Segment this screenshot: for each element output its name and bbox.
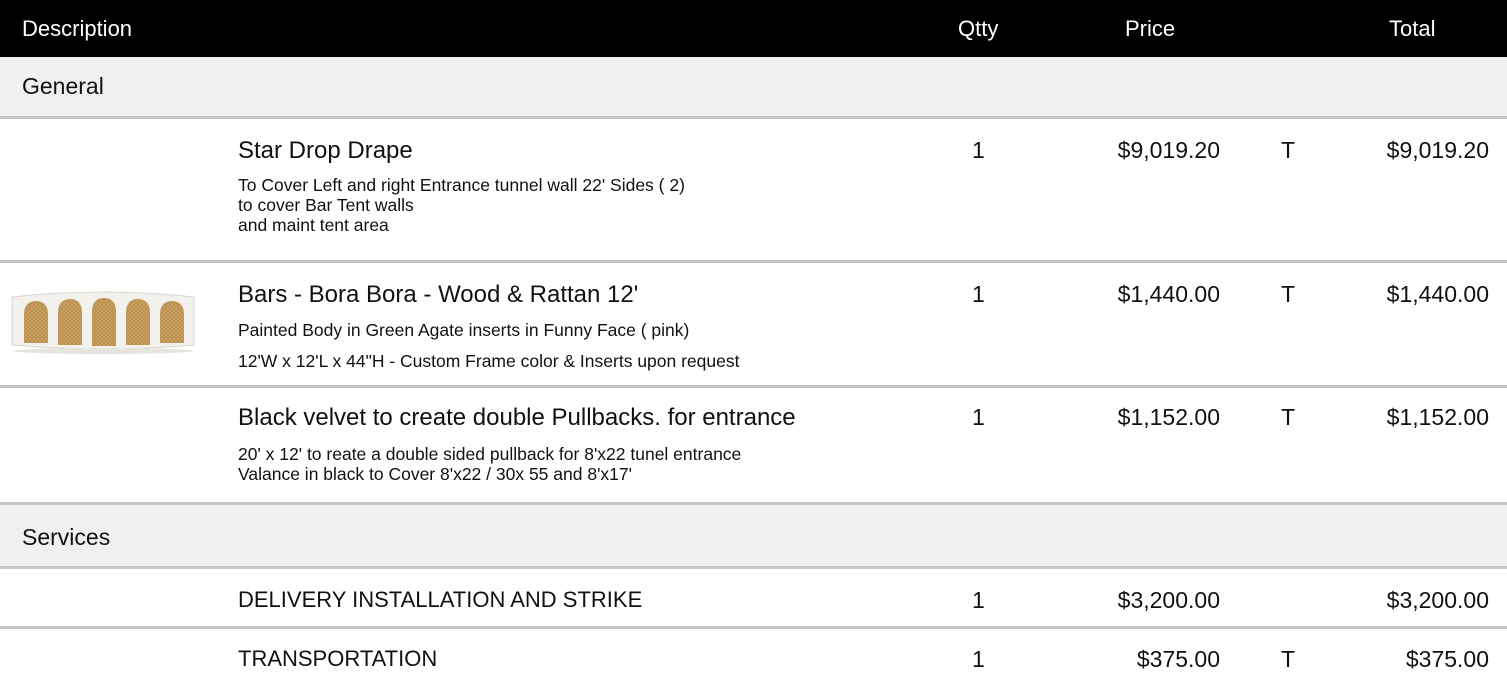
item-qty: 1 bbox=[972, 281, 985, 307]
item-tax-flag: T bbox=[1281, 646, 1296, 672]
item-tax-flag: T bbox=[1281, 404, 1296, 430]
header-qtty: Qtty bbox=[958, 16, 999, 41]
table-header bbox=[0, 0, 1507, 57]
item-description bbox=[238, 444, 741, 484]
item-total: $375.00 bbox=[1405, 646, 1489, 672]
item-price: $375.00 bbox=[1136, 646, 1220, 672]
item-description bbox=[238, 175, 685, 235]
item-total: $3,200.00 bbox=[1386, 587, 1489, 613]
table-row bbox=[0, 569, 1507, 629]
item-tax-flag: T bbox=[1281, 281, 1296, 307]
table-row bbox=[0, 388, 1507, 505]
item-name: TRANSPORTATION bbox=[238, 646, 438, 671]
description-line: to cover Bar Tent walls bbox=[238, 195, 414, 215]
item-name: Star Drop Drape bbox=[238, 137, 413, 164]
description-line: Valance in black to Cover 8'x22 / 30x 55 and 8'x17' bbox=[238, 464, 632, 484]
table-row bbox=[0, 263, 1507, 388]
item-qty: 1 bbox=[972, 404, 985, 430]
item-name: Bars - Bora Bora - Wood & Rattan 12' bbox=[238, 281, 639, 308]
header-description: Description bbox=[22, 16, 133, 41]
item-total: $1,440.00 bbox=[1386, 281, 1489, 307]
item-qty: 1 bbox=[972, 646, 985, 672]
section-general bbox=[0, 57, 1507, 119]
header-price: Price bbox=[1125, 16, 1176, 41]
section-title: Services bbox=[22, 524, 111, 550]
description-line: and maint tent area bbox=[238, 215, 389, 235]
header-total: Total bbox=[1389, 16, 1436, 41]
description-line: 12'W x 12'L x 44"H - Custom Frame color & Inserts upon request bbox=[238, 351, 740, 371]
description-line: Painted Body in Green Agate inserts in Funny Face ( pink) bbox=[238, 320, 690, 340]
item-total: $1,152.00 bbox=[1386, 404, 1489, 430]
item-price: $9,019.20 bbox=[1117, 137, 1220, 163]
section-services bbox=[0, 505, 1507, 569]
item-qty: 1 bbox=[972, 587, 985, 613]
item-price: $1,440.00 bbox=[1117, 281, 1220, 307]
item-name: Black velvet to create double Pullbacks. for entrance bbox=[238, 404, 796, 431]
description-line: 20' x 12' to reate a double sided pullback for 8'x22 tunel entrance bbox=[238, 444, 742, 464]
item-price: $1,152.00 bbox=[1117, 404, 1220, 430]
item-name: DELIVERY INSTALLATION AND STRIKE bbox=[238, 587, 643, 612]
item-total: $9,019.20 bbox=[1386, 137, 1489, 163]
section-title: General bbox=[22, 73, 104, 99]
table-row bbox=[0, 119, 1507, 263]
table-row bbox=[0, 629, 1507, 675]
item-tax-flag: T bbox=[1281, 137, 1296, 163]
item-price: $3,200.00 bbox=[1117, 587, 1220, 613]
item-qty: 1 bbox=[972, 137, 985, 163]
description-line: To Cover Left and right Entrance tunnel wall 22' Sides ( 2) bbox=[238, 175, 685, 195]
bar-product-image bbox=[10, 285, 196, 355]
